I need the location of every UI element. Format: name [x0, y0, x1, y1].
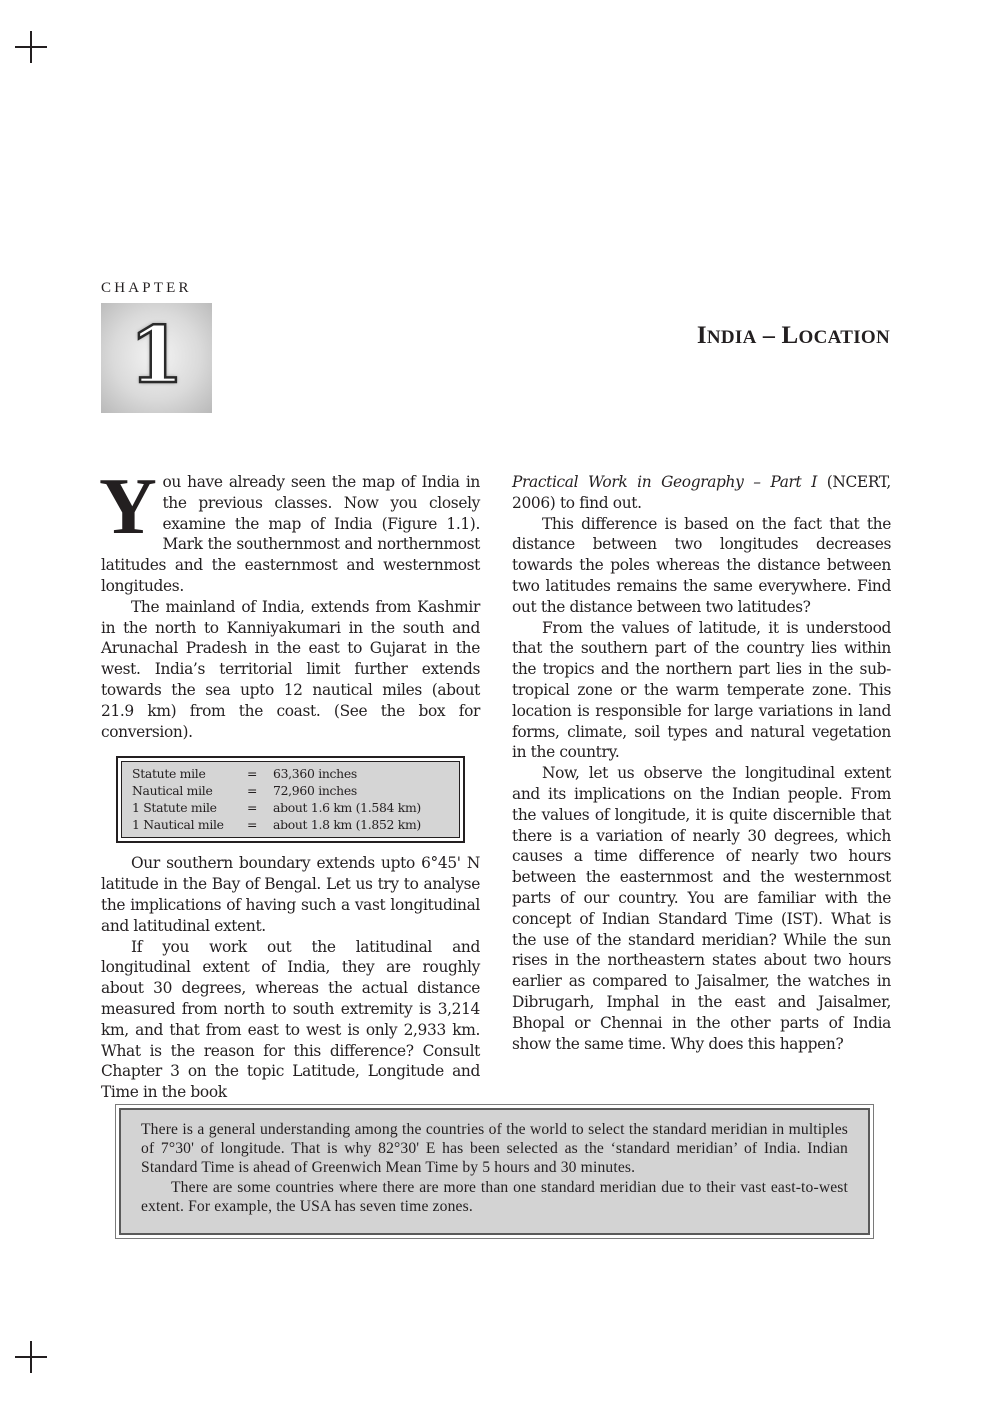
conversion-unit: Statute mile [132, 766, 206, 782]
paragraph-mainland: The mainland of India, extends from Kashmir in the north to Kanniyakumari in the south and Arunachal Pradesh in the east to Gujarat in the west. India’s territorial limit further extends towards the sea upto 12 nautical miles (about 21.9 km) from the coast. (See the box for conversion). [101, 597, 480, 741]
intro-paragraph [99, 463, 480, 597]
paragraph-latitude-values: From the values of latitude, it is understood that the southern part of the country lies within the tropics and the northern part lies in the sub-tropical zone or the warm temperate zone. This location is responsible for large variations in land forms, climate, soil types and natural vegetation in the country. [512, 618, 891, 762]
conversion-value: about 1.6 km (1.584 km) [273, 800, 421, 816]
conversion-equals: = [247, 800, 258, 816]
title-dash: – [756, 323, 782, 349]
title-initial-2: L [781, 322, 799, 349]
conversion-row [132, 782, 451, 799]
note-paragraph-2: There are some countries where there are more than one standard meridian due to their vast east-to-west extent. For example, the USA has seven time zones. [141, 1178, 848, 1215]
intro-text: ou have already seen the map of India in the previous classes. Now you closely examine the map of India (Figure 1.1). Mark the southernmost and northernmost latitudes and the easternmost and westernmost longitudes. [101, 473, 480, 595]
right-column [512, 472, 891, 1054]
conversion-table [121, 761, 460, 838]
page-title [697, 322, 890, 350]
crop-mark-top-left [15, 31, 47, 63]
paragraph-longitude-distance: This difference is based on the fact that the distance between two longitudes decreases towards the poles whereas the distance between two latitudes remains the same everywhere. Find out the distance between two latitudes? [512, 514, 891, 616]
chapter-number-badge [101, 303, 212, 413]
chapter-number: 1 [129, 310, 184, 401]
paragraph-southern-boundary: Our southern boundary extends upto 6°45' N latitude in the Bay of Bengal. Let us try to analyse the implications of having such a vast longitudinal and latitudinal extent. [101, 854, 480, 935]
conversion-box [116, 756, 465, 843]
title-initial-1: I [696, 322, 707, 349]
reference-text: (NCERT, 2006) to find out. [512, 473, 891, 512]
note-content [119, 1108, 870, 1235]
drop-cap: Y [99, 463, 157, 551]
title-word-1: NDIA [706, 327, 757, 348]
conversion-unit: Nautical mile [132, 783, 213, 799]
conversion-row [132, 816, 451, 833]
conversion-value: 63,360 inches [273, 766, 357, 782]
conversion-value: about 1.8 km (1.852 km) [273, 817, 421, 833]
chapter-label: CHAPTER [101, 280, 192, 296]
standard-meridian-note-box [115, 1104, 874, 1239]
conversion-unit: 1 Nautical mile [132, 817, 224, 833]
paragraph-longitudinal-extent: Now, let us observe the longitudinal extent and its implications on the Indian people. From the values of longitude, it is quite discernible that there is a variation of nearly 30 degrees, which causes a time difference of nearly two hours between the easternmost and the westernmost parts of our country. You are familiar with the concept of Indian Standard Time (IST). What is the use of the standard meridian? While the sun rises in the northeastern states about two hours earlier as compared to Jaisalmer, the watches in Dibrugarh, Imphal in the east and Jaisalmer, Bhopal or Chennai in the other parts of India show the same time. Why does this happen? [512, 764, 891, 1053]
book-title: Practical Work in Geography – Part I [512, 473, 817, 491]
paragraph-reference [512, 472, 891, 514]
conversion-row [132, 765, 451, 782]
conversion-row [132, 799, 451, 816]
crop-mark-bottom-left [15, 1341, 47, 1373]
paragraph-extent: If you work out the latitudinal and longitudinal extent of India, they are roughly about 30 degrees, whereas the actual distance measured from north to south extremity is 3,214 km, and that from east to west is only 2,933 km. What is the reason for this difference? Consult Chapter 3 on the topic Latitude, Longitude and Time in the book [101, 937, 480, 1102]
conversion-unit: 1 Statute mile [132, 800, 217, 816]
left-column [99, 463, 480, 1103]
title-word-2: OCATION [798, 327, 890, 348]
conversion-value: 72,960 inches [273, 783, 357, 799]
conversion-equals: = [247, 817, 258, 833]
note-paragraph-1: There is a general understanding among the countries of the world to select the standard meridian in multiples of 7°30' of longitude. That is why 82°30' E has been selected as the ‘standard meridian’ of India. Indian Standard Time is ahead of Greenwich Mean Time by 5 hours and 30 minutes. [141, 1121, 848, 1177]
conversion-equals: = [247, 766, 258, 782]
conversion-equals: = [247, 783, 258, 799]
